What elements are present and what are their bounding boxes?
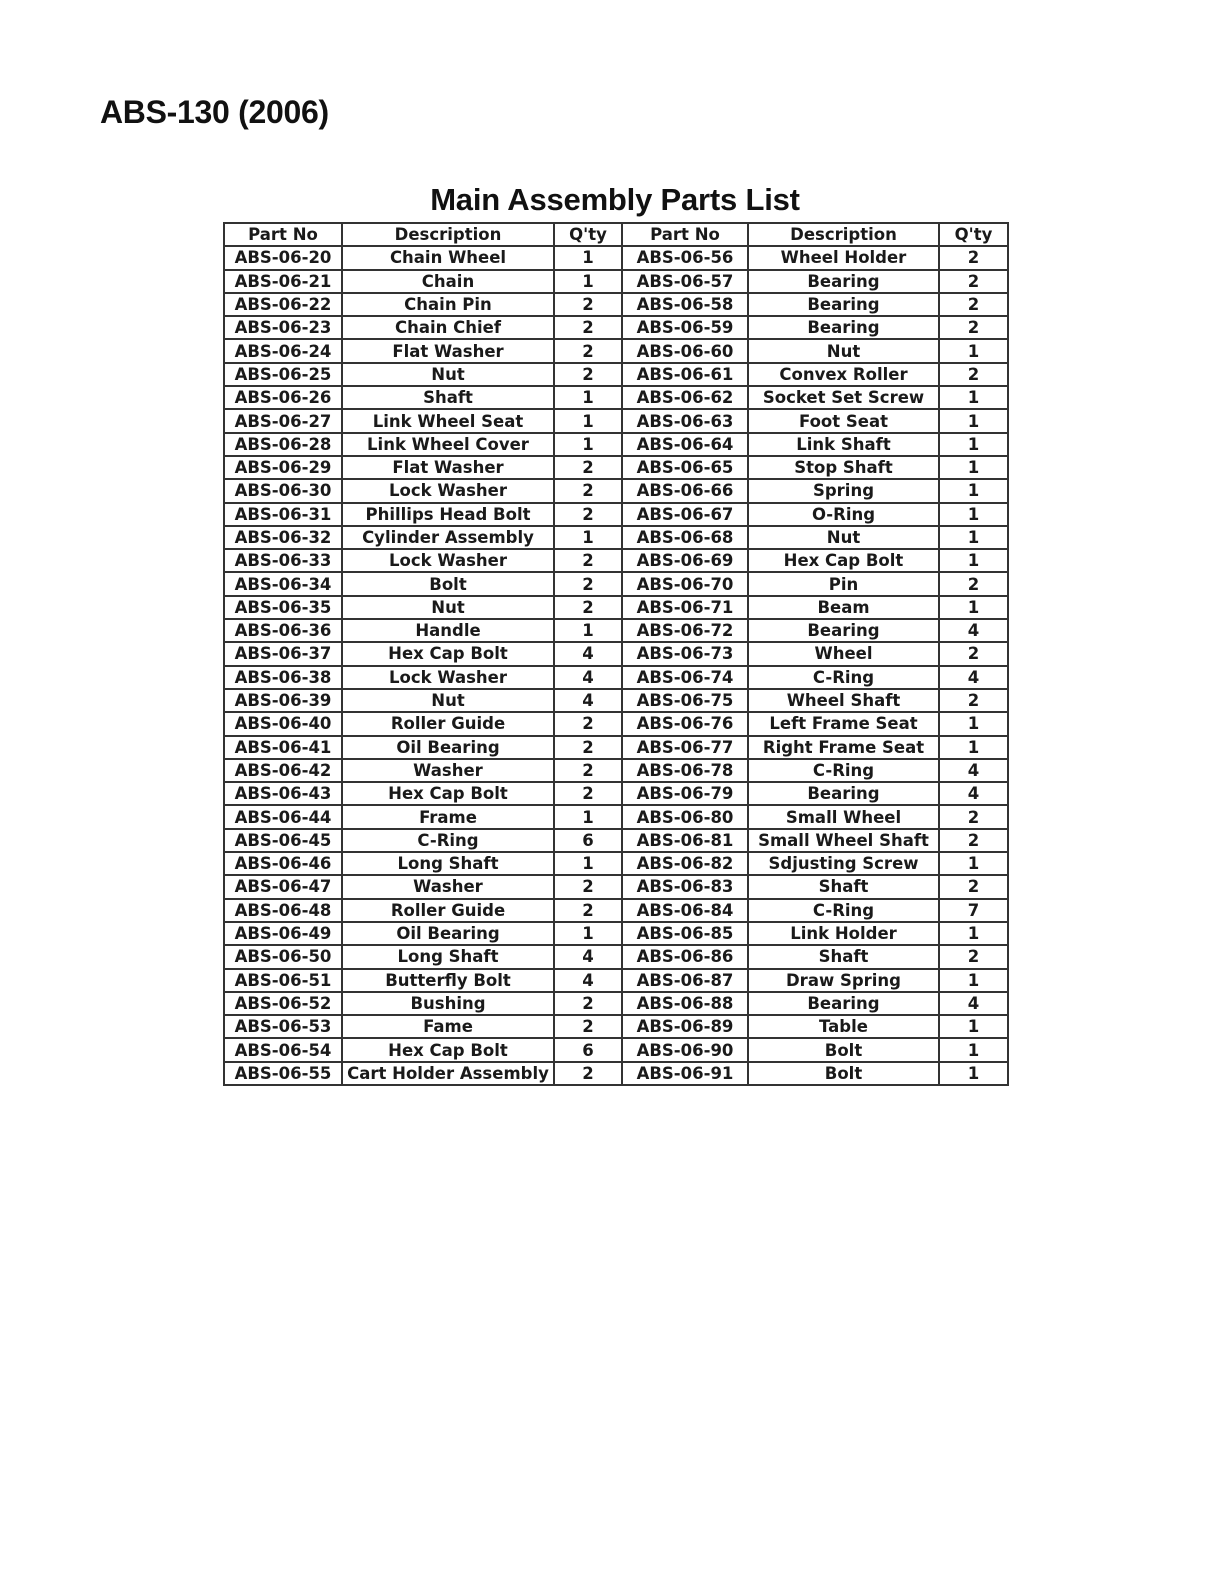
qty-cell: 1 [939,1015,1008,1038]
part-no-cell: ABS-06-29 [224,456,342,479]
qty-cell: 1 [554,270,622,293]
description-cell: O-Ring [748,503,939,526]
description-cell: Bearing [748,293,939,316]
description-cell: Lock Washer [342,666,554,689]
description-cell: Bolt [748,1062,939,1085]
description-cell: Chain Wheel [342,246,554,269]
qty-cell: 1 [939,1062,1008,1085]
part-no-cell: ABS-06-78 [622,759,748,782]
qty-cell: 1 [939,969,1008,992]
qty-cell: 1 [554,619,622,642]
description-cell: Bearing [748,782,939,805]
part-no-cell: ABS-06-65 [622,456,748,479]
description-cell: Hex Cap Bolt [342,642,554,665]
description-cell: Roller Guide [342,899,554,922]
table-row [224,642,1008,665]
qty-cell: 1 [939,409,1008,432]
part-no-cell: ABS-06-41 [224,736,342,759]
qty-cell: 2 [554,899,622,922]
header-part-no: Part No [622,223,748,246]
description-cell: Link Shaft [748,433,939,456]
qty-cell: 1 [554,386,622,409]
table-row [224,270,1008,293]
part-no-cell: ABS-06-82 [622,852,748,875]
part-no-cell: ABS-06-23 [224,316,342,339]
table-row [224,899,1008,922]
table-row [224,456,1008,479]
part-no-cell: ABS-06-59 [622,316,748,339]
table-row [224,409,1008,432]
part-no-cell: ABS-06-47 [224,875,342,898]
part-no-cell: ABS-06-57 [622,270,748,293]
qty-cell: 2 [554,759,622,782]
part-no-cell: ABS-06-67 [622,503,748,526]
description-cell: Bearing [748,270,939,293]
part-no-cell: ABS-06-68 [622,526,748,549]
qty-cell: 2 [554,293,622,316]
header-description: Description [342,223,554,246]
description-cell: Oil Bearing [342,736,554,759]
qty-cell: 1 [939,1038,1008,1061]
qty-cell: 2 [554,875,622,898]
table-row [224,1062,1008,1085]
description-cell: C-Ring [342,829,554,852]
description-cell: Shaft [748,875,939,898]
table-row [224,736,1008,759]
qty-cell: 1 [554,852,622,875]
description-cell: Phillips Head Bolt [342,503,554,526]
part-no-cell: ABS-06-80 [622,805,748,828]
header-description: Description [748,223,939,246]
description-cell: Convex Roller [748,363,939,386]
qty-cell: 4 [939,992,1008,1015]
qty-cell: 1 [939,386,1008,409]
description-cell: Socket Set Screw [748,386,939,409]
description-cell: Hex Cap Bolt [342,782,554,805]
qty-cell: 1 [939,852,1008,875]
part-no-cell: ABS-06-54 [224,1038,342,1061]
part-no-cell: ABS-06-83 [622,875,748,898]
qty-cell: 4 [554,689,622,712]
qty-cell: 2 [939,316,1008,339]
table-row [224,619,1008,642]
part-no-cell: ABS-06-66 [622,479,748,502]
table-row [224,549,1008,572]
description-cell: Small Wheel Shaft [748,829,939,852]
table-row [224,386,1008,409]
table-row [224,759,1008,782]
document-title: ABS-130 (2006) [100,94,329,130]
qty-cell: 2 [554,1062,622,1085]
description-cell: Sdjusting Screw [748,852,939,875]
qty-cell: 1 [939,526,1008,549]
qty-cell: 1 [939,736,1008,759]
part-no-cell: ABS-06-73 [622,642,748,665]
qty-cell: 1 [554,246,622,269]
description-cell: Wheel Holder [748,246,939,269]
qty-cell: 1 [554,433,622,456]
table-row [224,1038,1008,1061]
part-no-cell: ABS-06-39 [224,689,342,712]
part-no-cell: ABS-06-31 [224,503,342,526]
description-cell: Table [748,1015,939,1038]
table-row [224,712,1008,735]
qty-cell: 4 [939,666,1008,689]
description-cell: C-Ring [748,899,939,922]
part-no-cell: ABS-06-37 [224,642,342,665]
qty-cell: 4 [939,619,1008,642]
qty-cell: 2 [939,945,1008,968]
table-row [224,572,1008,595]
part-no-cell: ABS-06-52 [224,992,342,1015]
qty-cell: 2 [554,712,622,735]
part-no-cell: ABS-06-70 [622,572,748,595]
part-no-cell: ABS-06-85 [622,922,748,945]
description-cell: Lock Washer [342,549,554,572]
part-no-cell: ABS-06-63 [622,409,748,432]
qty-cell: 2 [939,689,1008,712]
table-row [224,479,1008,502]
qty-cell: 1 [554,922,622,945]
description-cell: Frame [342,805,554,828]
table-row [224,433,1008,456]
part-no-cell: ABS-06-71 [622,596,748,619]
part-no-cell: ABS-06-53 [224,1015,342,1038]
part-no-cell: ABS-06-20 [224,246,342,269]
part-no-cell: ABS-06-50 [224,945,342,968]
qty-cell: 1 [939,479,1008,502]
qty-cell: 6 [554,1038,622,1061]
part-no-cell: ABS-06-25 [224,363,342,386]
description-cell: Nut [342,596,554,619]
qty-cell: 2 [939,829,1008,852]
part-no-cell: ABS-06-26 [224,386,342,409]
qty-cell: 2 [554,992,622,1015]
description-cell: Flat Washer [342,456,554,479]
part-no-cell: ABS-06-34 [224,572,342,595]
part-no-cell: ABS-06-75 [622,689,748,712]
description-cell: Long Shaft [342,852,554,875]
description-cell: Roller Guide [342,712,554,735]
table-row [224,1015,1008,1038]
part-no-cell: ABS-06-51 [224,969,342,992]
table-row [224,503,1008,526]
table-row [224,945,1008,968]
table-row [224,526,1008,549]
description-cell: Link Wheel Seat [342,409,554,432]
part-no-cell: ABS-06-32 [224,526,342,549]
part-no-cell: ABS-06-35 [224,596,342,619]
table-row [224,339,1008,362]
part-no-cell: ABS-06-42 [224,759,342,782]
part-no-cell: ABS-06-22 [224,293,342,316]
qty-cell: 4 [554,969,622,992]
part-no-cell: ABS-06-74 [622,666,748,689]
part-no-cell: ABS-06-46 [224,852,342,875]
description-cell: Chain Chief [342,316,554,339]
table-row [224,805,1008,828]
qty-cell: 2 [554,316,622,339]
qty-cell: 2 [939,572,1008,595]
qty-cell: 2 [939,363,1008,386]
table-row [224,596,1008,619]
description-cell: Shaft [748,945,939,968]
qty-cell: 1 [939,596,1008,619]
qty-cell: 2 [939,246,1008,269]
description-cell: Bushing [342,992,554,1015]
qty-cell: 2 [554,596,622,619]
description-cell: Lock Washer [342,479,554,502]
description-cell: Stop Shaft [748,456,939,479]
part-no-cell: ABS-06-64 [622,433,748,456]
description-cell: Washer [342,875,554,898]
qty-cell: 2 [939,270,1008,293]
qty-cell: 2 [554,456,622,479]
part-no-cell: ABS-06-27 [224,409,342,432]
table-row [224,316,1008,339]
description-cell: Link Wheel Cover [342,433,554,456]
table-row [224,666,1008,689]
description-cell: Nut [342,689,554,712]
description-cell: Foot Seat [748,409,939,432]
description-cell: Spring [748,479,939,502]
description-cell: Wheel [748,642,939,665]
part-no-cell: ABS-06-44 [224,805,342,828]
part-no-cell: ABS-06-21 [224,270,342,293]
part-no-cell: ABS-06-38 [224,666,342,689]
table-row [224,969,1008,992]
part-no-cell: ABS-06-36 [224,619,342,642]
table-row [224,992,1008,1015]
qty-cell: 1 [939,339,1008,362]
part-no-cell: ABS-06-28 [224,433,342,456]
description-cell: Bearing [748,992,939,1015]
part-no-cell: ABS-06-89 [622,1015,748,1038]
description-cell: Left Frame Seat [748,712,939,735]
part-no-cell: ABS-06-62 [622,386,748,409]
qty-cell: 2 [939,875,1008,898]
part-no-cell: ABS-06-86 [622,945,748,968]
description-cell: Pin [748,572,939,595]
qty-cell: 2 [554,363,622,386]
description-cell: C-Ring [748,666,939,689]
qty-cell: 1 [939,922,1008,945]
part-no-cell: ABS-06-84 [622,899,748,922]
part-no-cell: ABS-06-88 [622,992,748,1015]
description-cell: Flat Washer [342,339,554,362]
qty-cell: 1 [554,805,622,828]
qty-cell: 2 [554,503,622,526]
table-title: Main Assembly Parts List [430,182,800,217]
description-cell: Oil Bearing [342,922,554,945]
description-cell: Cylinder Assembly [342,526,554,549]
qty-cell: 1 [939,712,1008,735]
part-no-cell: ABS-06-77 [622,736,748,759]
description-cell: C-Ring [748,759,939,782]
qty-cell: 4 [554,642,622,665]
qty-cell: 7 [939,899,1008,922]
part-no-cell: ABS-06-60 [622,339,748,362]
part-no-cell: ABS-06-79 [622,782,748,805]
description-cell: Small Wheel [748,805,939,828]
qty-cell: 2 [554,549,622,572]
part-no-cell: ABS-06-61 [622,363,748,386]
part-no-cell: ABS-06-72 [622,619,748,642]
description-cell: Washer [342,759,554,782]
part-no-cell: ABS-06-76 [622,712,748,735]
table-header-row [224,223,1008,246]
part-no-cell: ABS-06-24 [224,339,342,362]
qty-cell: 1 [939,433,1008,456]
description-cell: Right Frame Seat [748,736,939,759]
description-cell: Draw Spring [748,969,939,992]
qty-cell: 2 [554,339,622,362]
description-cell: Long Shaft [342,945,554,968]
qty-cell: 2 [939,642,1008,665]
description-cell: Nut [342,363,554,386]
part-no-cell: ABS-06-58 [622,293,748,316]
table-row [224,293,1008,316]
description-cell: Chain Pin [342,293,554,316]
table-row [224,246,1008,269]
table-row [224,922,1008,945]
qty-cell: 4 [939,759,1008,782]
description-cell: Bolt [342,572,554,595]
description-cell: Bearing [748,619,939,642]
part-no-cell: ABS-06-30 [224,479,342,502]
part-no-cell: ABS-06-69 [622,549,748,572]
part-no-cell: ABS-06-40 [224,712,342,735]
qty-cell: 4 [939,782,1008,805]
parts-table-body [224,246,1008,1085]
header-qty: Q'ty [554,223,622,246]
table-row [224,363,1008,386]
part-no-cell: ABS-06-43 [224,782,342,805]
description-cell: Beam [748,596,939,619]
qty-cell: 1 [939,503,1008,526]
table-row [224,829,1008,852]
part-no-cell: ABS-06-45 [224,829,342,852]
description-cell: Wheel Shaft [748,689,939,712]
description-cell: Cart Holder Assembly [342,1062,554,1085]
table-row [224,689,1008,712]
description-cell: Nut [748,526,939,549]
part-no-cell: ABS-06-48 [224,899,342,922]
header-part-no: Part No [224,223,342,246]
qty-cell: 4 [554,945,622,968]
description-cell: Bolt [748,1038,939,1061]
description-cell: Butterfly Bolt [342,969,554,992]
part-no-cell: ABS-06-33 [224,549,342,572]
qty-cell: 1 [939,456,1008,479]
description-cell: Link Holder [748,922,939,945]
qty-cell: 1 [554,526,622,549]
part-no-cell: ABS-06-49 [224,922,342,945]
part-no-cell: ABS-06-56 [622,246,748,269]
description-cell: Handle [342,619,554,642]
qty-cell: 1 [939,549,1008,572]
qty-cell: 1 [554,409,622,432]
qty-cell: 2 [554,736,622,759]
qty-cell: 2 [939,293,1008,316]
description-cell: Nut [748,339,939,362]
description-cell: Hex Cap Bolt [748,549,939,572]
description-cell: Hex Cap Bolt [342,1038,554,1061]
part-no-cell: ABS-06-87 [622,969,748,992]
part-no-cell: ABS-06-90 [622,1038,748,1061]
parts-table [223,222,1009,1086]
part-no-cell: ABS-06-81 [622,829,748,852]
table-row [224,852,1008,875]
qty-cell: 2 [554,572,622,595]
qty-cell: 2 [554,479,622,502]
header-qty: Q'ty [939,223,1008,246]
description-cell: Fame [342,1015,554,1038]
description-cell: Bearing [748,316,939,339]
qty-cell: 2 [554,1015,622,1038]
part-no-cell: ABS-06-55 [224,1062,342,1085]
qty-cell: 2 [554,782,622,805]
table-row [224,782,1008,805]
description-cell: Shaft [342,386,554,409]
table-row [224,875,1008,898]
qty-cell: 6 [554,829,622,852]
part-no-cell: ABS-06-91 [622,1062,748,1085]
description-cell: Chain [342,270,554,293]
qty-cell: 4 [554,666,622,689]
qty-cell: 2 [939,805,1008,828]
